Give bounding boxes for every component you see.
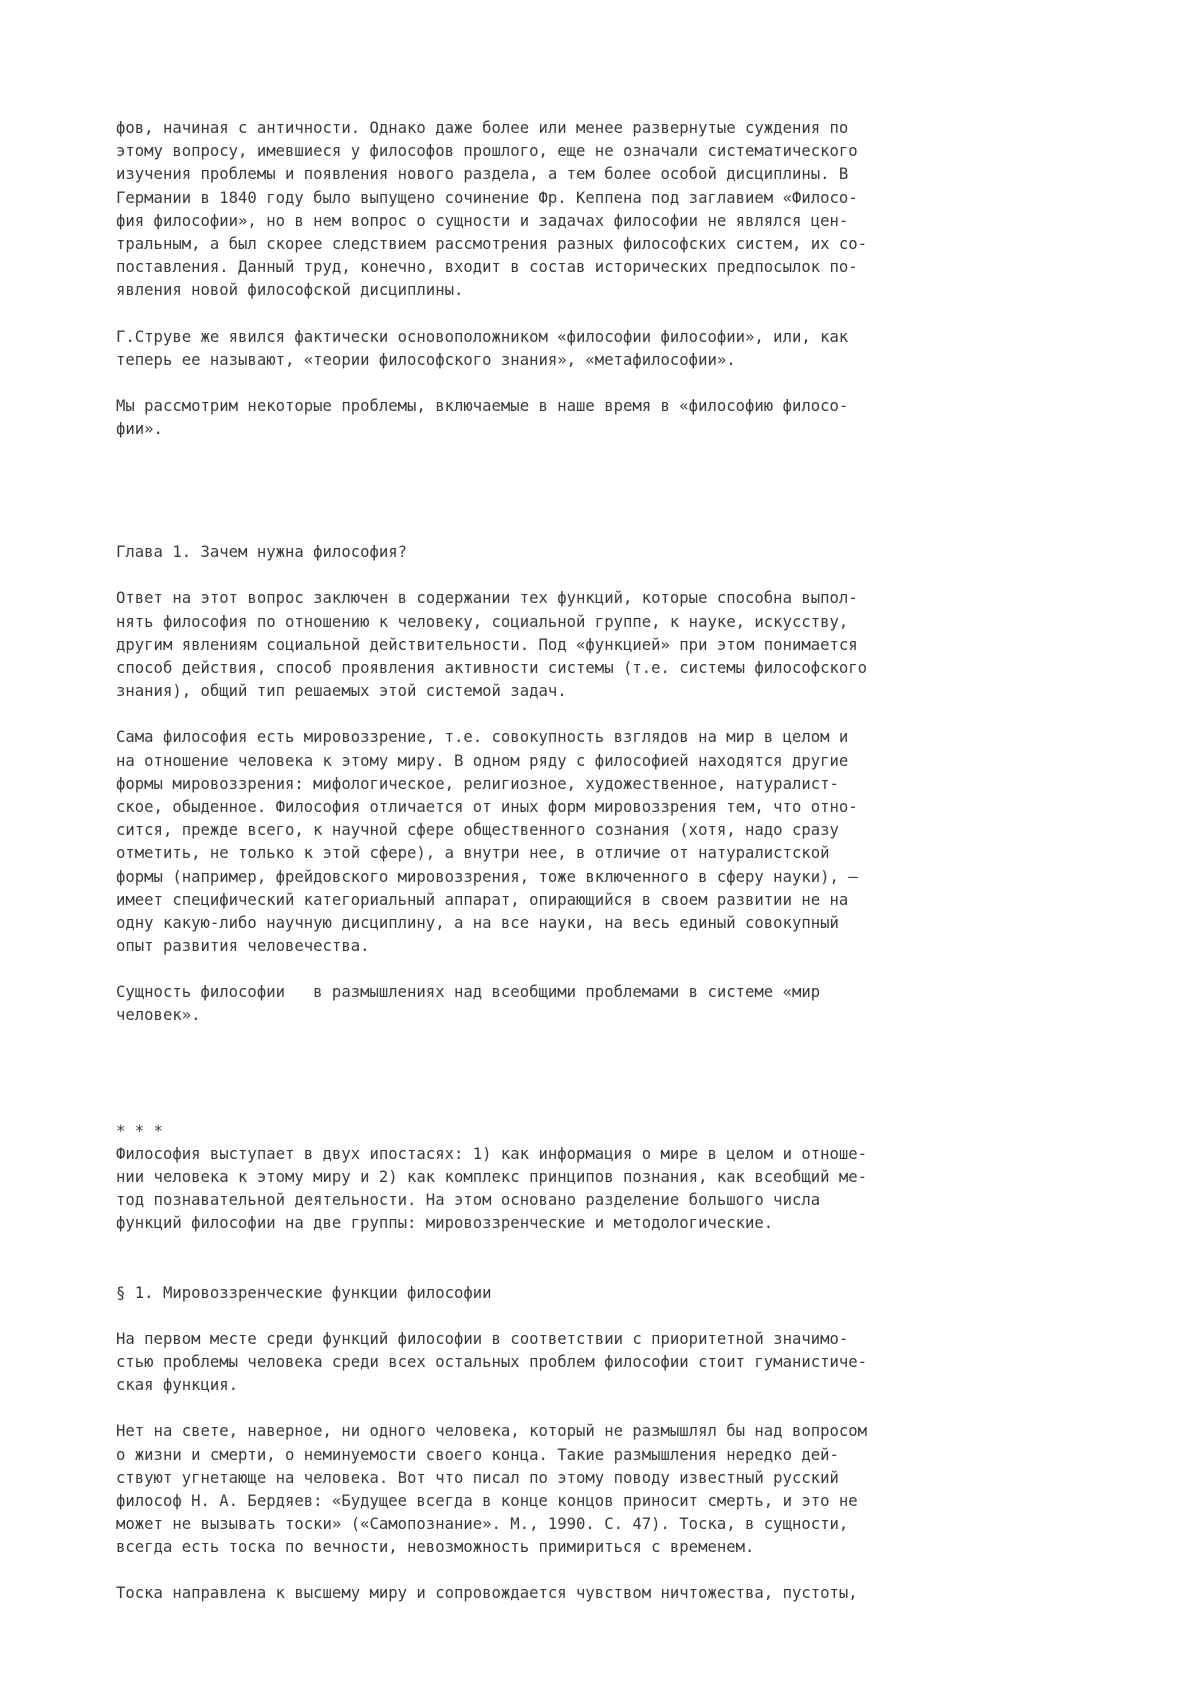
section-title: [116, 1282, 1116, 1305]
text-line: имеет специфический категориальный аппарат, опирающийся в своем развитии не на: [116, 890, 849, 909]
separator-asterisks: * * *: [116, 1121, 163, 1140]
intro-paragraph-2: [116, 326, 1116, 372]
text-line: формы (например, фрейдовского мировоззрения, тоже включенного в сферу науки), —: [116, 867, 858, 886]
text-line: тральным, а был скорее следствием рассмотрения разных философских систем, их со-: [116, 234, 868, 253]
text-line: Мы рассмотрим некоторые проблемы, включаемые в наше время в «философию филосо-: [116, 396, 849, 415]
text-line: ствуют угнетающе на человека. Вот что писал по этому поводу известный русский: [116, 1468, 839, 1487]
text-line: о жизни и смерти, о неминуемости своего конца. Такие размышления нередко дей-: [116, 1445, 839, 1464]
text-line: сится, прежде всего, к научной сфере общественного сознания (хотя, надо сразу: [116, 821, 839, 840]
chapter-paragraph-1: [116, 587, 1116, 703]
chapter-heading: Глава 1. Зачем нужна философия?: [116, 543, 408, 562]
chapter-paragraph-2: [116, 726, 1116, 958]
text-line: нять философия по отношению к человеку, социальной группе, к науке, искусству,: [116, 612, 849, 631]
text-line: знания), общий тип решаемых этой системой задач.: [116, 682, 567, 701]
section-paragraph-2: [116, 1420, 1116, 1559]
text-line: на отношение человека к этому миру. В одном ряду с философией находятся другие: [116, 751, 849, 770]
chapter-paragraph-3: [116, 981, 1116, 1027]
text-line: поставления. Данный труд, конечно, входит в состав исторических предпосылок по-: [116, 258, 858, 277]
text-line: может не вызывать тоски» («Самопознание». М., 1990. С. 47). Тоска, в сущности,: [116, 1515, 849, 1534]
intro-paragraph-3: [116, 395, 1116, 441]
section-paragraph-1: [116, 1328, 1116, 1398]
hypostases-paragraph: [116, 1143, 1116, 1236]
text-line: Сущность философии в размышлениях над всеобщими проблемами в системе «мир: [116, 983, 821, 1002]
intro-paragraph-1: [116, 117, 1116, 303]
text-line: одну какую-либо научную дисциплину, а на все науки, на весь единый совокупный: [116, 913, 839, 932]
text-line: изучения проблемы и появления нового раздела, а тем более особой дисциплины. В: [116, 165, 849, 184]
text-line: Германии в 1840 году было выпущено сочинение Фр. Кеппена под заглавием «Филосо-: [116, 188, 858, 207]
text-line: Нет на свете, наверное, ни одного человека, который не размышлял бы над вопросом: [116, 1422, 868, 1441]
text-line: ская функция.: [116, 1376, 239, 1395]
text-line: формы мировоззрения: мифологическое, религиозное, художественное, натуралист-: [116, 774, 839, 793]
document-page: [116, 117, 1116, 1606]
text-line: фов, начиная с античности. Однако даже более или менее развернутые суждения по: [116, 119, 849, 137]
text-line: фия философии», но в нем вопрос о сущности и задачах философии не являлся цен-: [116, 211, 849, 230]
section-heading: § 1. Мировоззренческие функции философии: [116, 1283, 492, 1302]
text-line: всегда есть тоска по вечности, невозможность примириться с временем.: [116, 1538, 755, 1557]
text-line: функций философии на две группы: мировоззренческие и методологические.: [116, 1214, 774, 1233]
text-line: Г.Струве же явился фактически основоположником «философии философии», или, как: [116, 327, 849, 346]
text-line: человек».: [116, 1006, 201, 1025]
text-line: философ Н. А. Бердяев: «Будущее всегда в конце концов приносит смерть, и это не: [116, 1491, 858, 1510]
text-line: Тоска направлена к высшему миру и сопровождается чувством ничтожества, пустоты,: [116, 1584, 858, 1603]
text-line: Философия выступает в двух ипостасях: 1) как информация о мире в целом и отноше-: [116, 1144, 868, 1163]
text-line: этому вопросу, имевшиеся у философов прошлого, еще не означали систематического: [116, 142, 858, 161]
chapter-title: [116, 541, 1116, 564]
text-line: фии».: [116, 420, 163, 439]
text-line: Сама философия есть мировоззрение, т.е. совокупность взглядов на мир в целом и: [116, 728, 849, 747]
section-separator: [116, 1120, 1116, 1143]
text-line: отметить, не только к этой сфере), а внутри нее, в отличие от натуралистской: [116, 844, 830, 863]
section-paragraph-3: [116, 1582, 1116, 1605]
text-line: способ действия, способ проявления активности системы (т.е. системы философского: [116, 659, 868, 677]
text-line: явления новой философской дисциплины.: [116, 281, 464, 300]
text-line: ское, обыденное. Философия отличается от иных форм мировоззрения тем, что отно-: [116, 797, 858, 816]
text-line: стью проблемы человека среди всех остальных проблем философии стоит гуманистиче-: [116, 1352, 868, 1371]
text-line: теперь ее называют, «теории философского знания», «метафилософии».: [116, 350, 736, 369]
text-line: На первом месте среди функций философии в соответствии с приоритетной значимо-: [116, 1329, 849, 1348]
text-line: нии человека к этому миру и 2) как комплекс принципов познания, как всеобщий ме-: [116, 1168, 868, 1186]
text-line: тод познавательной деятельности. На этом основано разделение большого числа: [116, 1191, 821, 1210]
text-line: Ответ на этот вопрос заключен в содержании тех функций, которые способна выпол-: [116, 589, 858, 608]
text-line: опыт развития человечества.: [116, 937, 370, 956]
text-line: другим явлениям социальной действительности. Под «функцией» при этом понимается: [116, 635, 858, 654]
